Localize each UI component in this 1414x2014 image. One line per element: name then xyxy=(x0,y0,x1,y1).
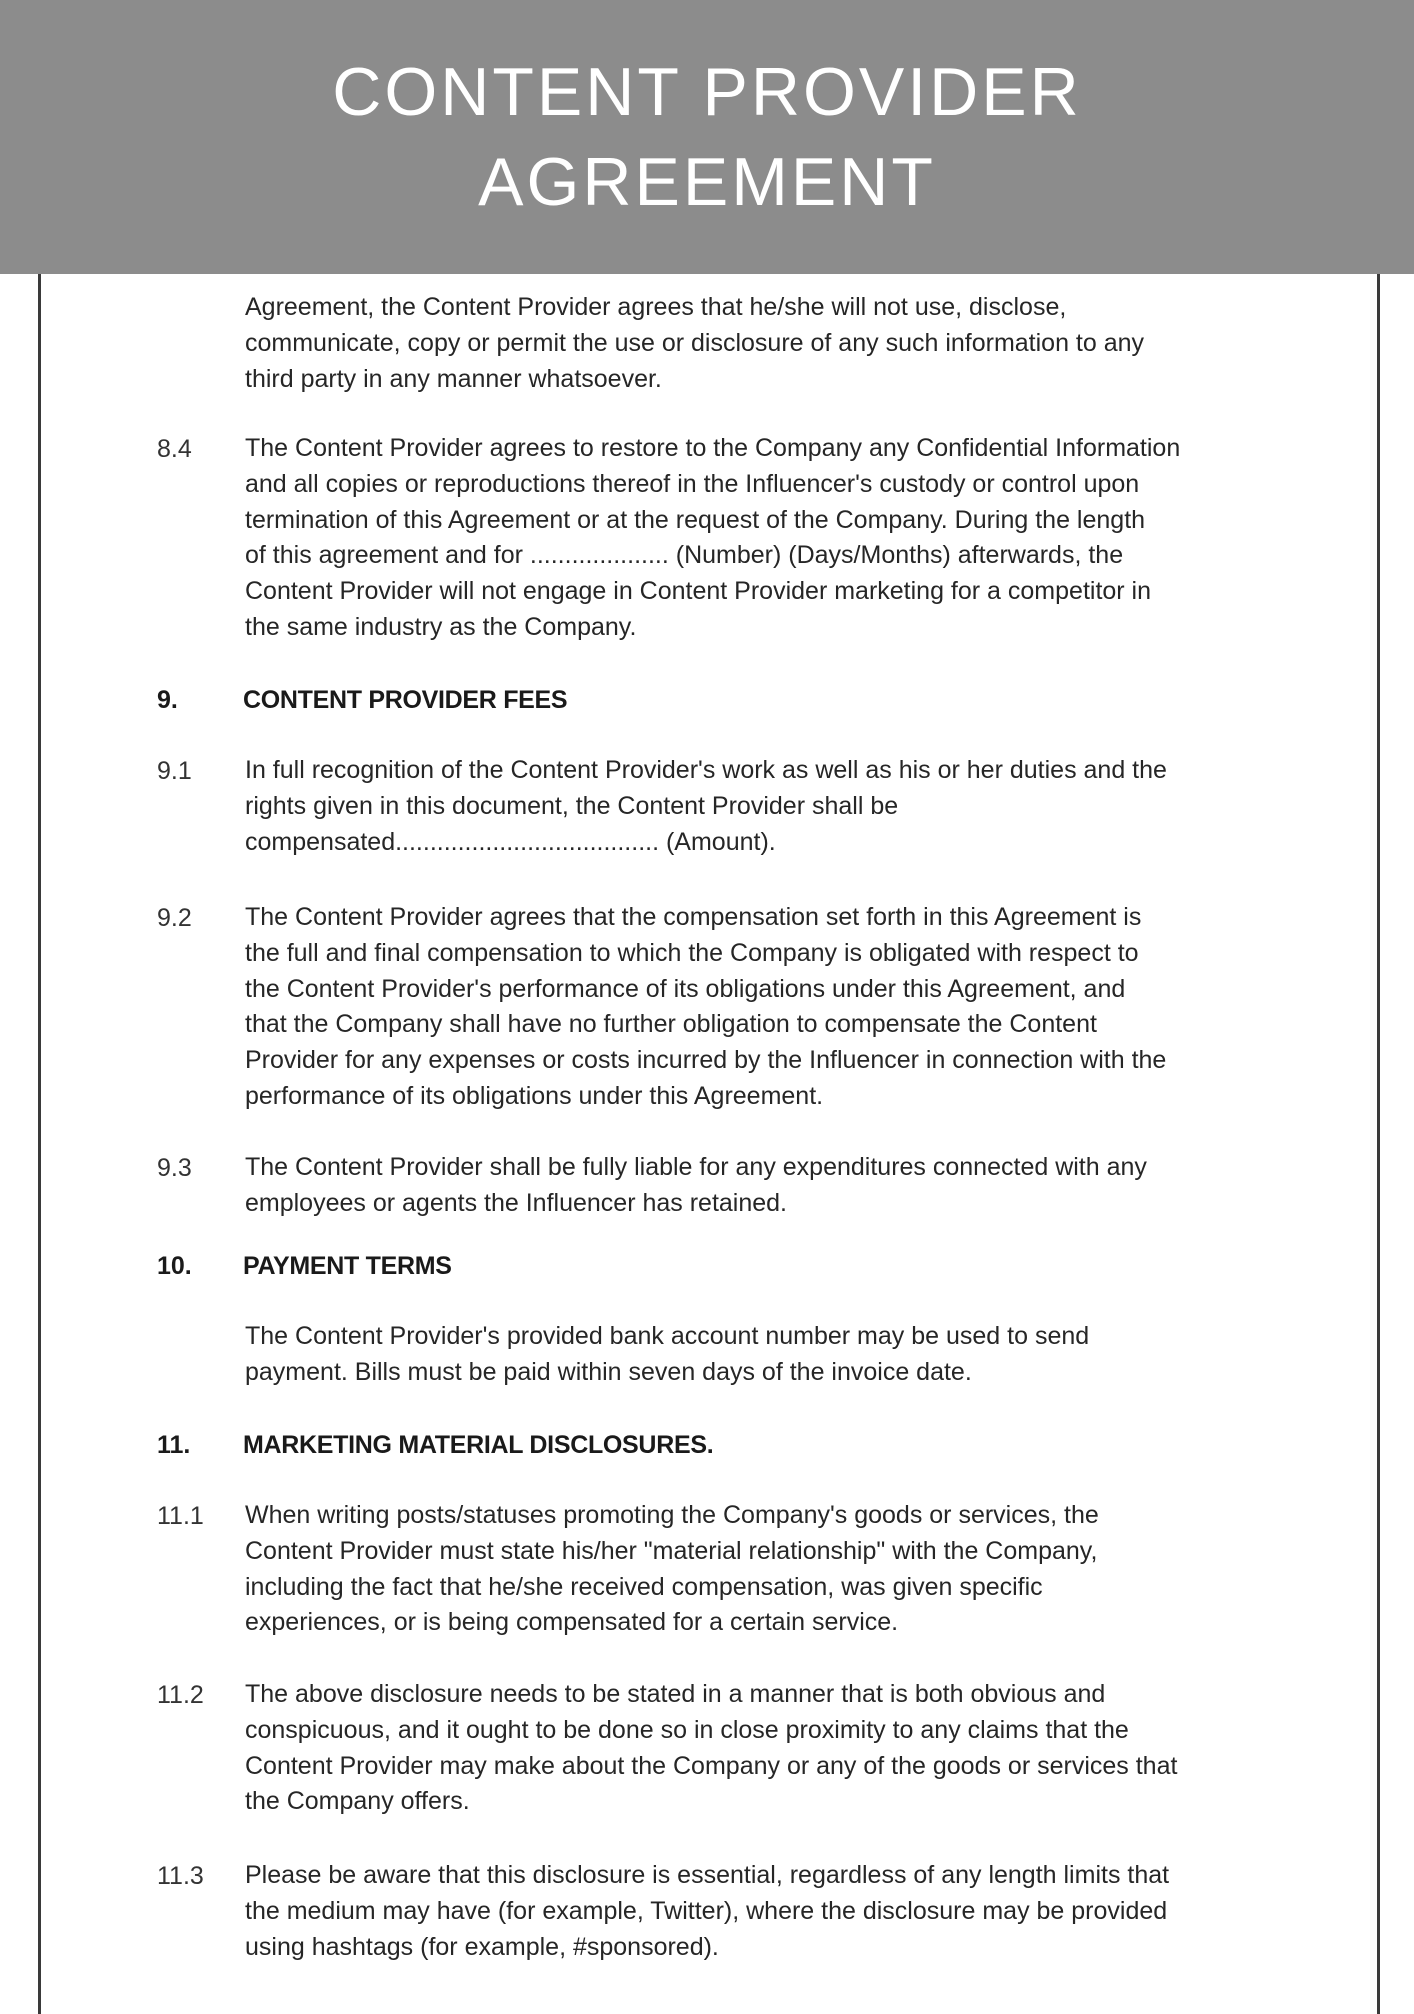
clause-11-2-text: The above disclosure needs to be stated in a manner that is both obvious and conspicuous, and it ought to be done so in close proximity to any claims that the Content Provider may make about the Company or any of the goods or services that the Company offers. xyxy=(245,1680,1178,1816)
clause-9-3-number: 9.3 xyxy=(157,1154,192,1182)
clause-11-3-number: 11.3 xyxy=(157,1862,204,1890)
section-11-heading: MARKETING MATERIAL DISCLOSURES. xyxy=(243,1431,714,1459)
section-10-text: The Content Provider's provided bank account number may be used to send payment. Bills must be paid within seven days of the invoice date. xyxy=(245,1322,1090,1386)
clause-9-2-text: The Content Provider agrees that the compensation set forth in this Agreement is the full and final compensation to which the Company is obligated with respect to the Content Provider's performance of its obligations under this Agreement, and that the Company shall have no further obligation to compensate the Content Provider for any expenses or costs incurred by the Influencer in connection with the performance of its obligations under this Agreement. xyxy=(245,903,1167,1110)
clause-9-3-text: The Content Provider shall be fully liable for any expenditures connected with any employees or agents the Influencer has retained. xyxy=(245,1153,1147,1217)
clause-9-1-text: In full recognition of the Content Provider's work as well as his or her duties and the rights given in this document, the Content Provider shall be compensated...................................... (Amount). xyxy=(245,756,1167,856)
clause-11-1-text: When writing posts/statuses promoting the Company's goods or services, the Content Provider must state his/her "material relationship" with the Company, including the fact that he/she received compensation, was given specific experiences, or is being compensated for a certain service. xyxy=(245,1501,1099,1637)
section-10-heading: PAYMENT TERMS xyxy=(243,1252,452,1280)
title-banner xyxy=(0,0,1414,274)
clause-9-2-number: 9.2 xyxy=(157,904,192,932)
document-page xyxy=(38,274,1380,2014)
clause-8-4-number: 8.4 xyxy=(157,435,192,463)
clause-11-3-text: Please be aware that this disclosure is essential, regardless of any length limits that the medium may have (for example, Twitter), where the disclosure may be provided using hashtags (for example, #sponsored). xyxy=(245,1861,1170,1961)
clause-9-1-number: 9.1 xyxy=(157,757,192,785)
section-9-number: 9. xyxy=(157,686,178,714)
section-10-number: 10. xyxy=(157,1252,192,1280)
clause-11-1-number: 11.1 xyxy=(157,1502,204,1530)
banner-title-line-2: AGREEMENT xyxy=(478,144,936,220)
clause-11-2-number: 11.2 xyxy=(157,1681,204,1709)
banner-title-line-1: CONTENT PROVIDER xyxy=(332,54,1082,130)
section-9-heading: CONTENT PROVIDER FEES xyxy=(243,686,568,714)
intro-continuation-text: Agreement, the Content Provider agrees that he/she will not use, disclose, communicate, copy or permit the use or disclosure of any such information to any third party in any manner whatsoever. xyxy=(245,293,1145,393)
section-11-number: 11. xyxy=(157,1431,191,1459)
clause-8-4-text: The Content Provider agrees to restore to the Company any Confidential Information and all copies or reproductions thereof in the Influencer's custody or control upon termination of this Agreement or at the request of the Company. During the length of this agreement and for .................... (Number) (Days/Months) afterwards, the Content Provider will not engage in Content Provider marketing for a competitor in the same industry as the Company. xyxy=(245,434,1181,641)
